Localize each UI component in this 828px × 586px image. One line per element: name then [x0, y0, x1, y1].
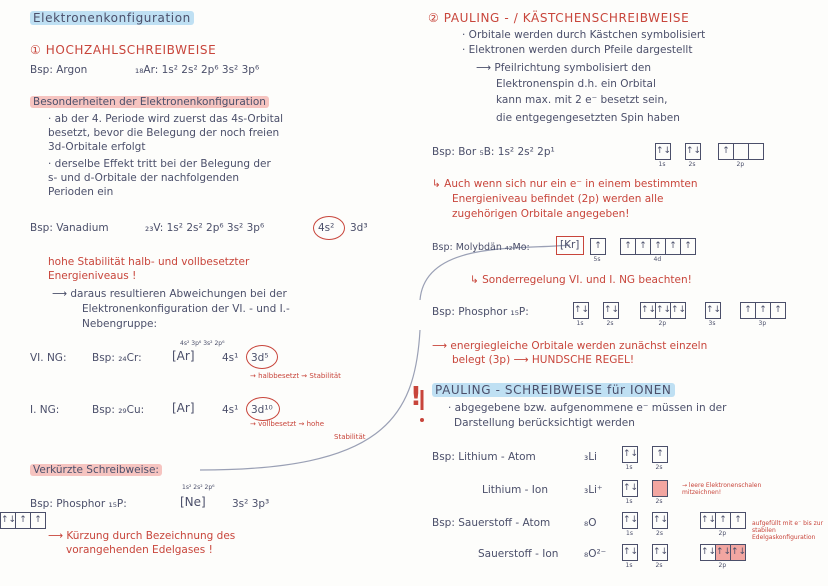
intro-line: ⟶ Pfeilrichtung symbolisiert den: [476, 62, 652, 74]
special-line: Perioden ein: [48, 186, 114, 198]
orbital-label: 1s: [625, 562, 633, 569]
orbital-cell: ↑: [651, 239, 666, 254]
special-line: 3d-Orbitale erfolgt: [48, 141, 146, 153]
orbital-label: 2s: [655, 498, 663, 505]
phosphor-core: [Ne]: [180, 495, 206, 509]
orbital-cell: ↑: [734, 515, 742, 525]
orbital-label: 4d: [653, 256, 662, 263]
intro-line: kann max. mit 2 e⁻ besetzt sein,: [496, 94, 668, 106]
orbital-label: 3s: [708, 320, 716, 327]
orbital-cell: ↑↓: [656, 303, 671, 318]
orbital-label: 2s: [656, 530, 663, 537]
orbital-cell: ↑↓: [686, 146, 702, 156]
phosphor-rest: 3s² 3p³: [232, 498, 270, 510]
orbital-cell: ↑↓: [1, 513, 16, 528]
orbital-cell: ↑↓: [653, 547, 669, 557]
orbital-box-group: [685, 143, 701, 160]
orbital-label: 2s: [655, 464, 663, 471]
cu-note: Stabilität: [334, 433, 366, 441]
special-line: · derselbe Effekt tritt bei der Belegung der: [48, 158, 271, 170]
o-note: aufgefüllt mit e⁻ bis zur stabilen Edelgaskonfiguration: [752, 520, 824, 541]
orbital-cell: ↑↓: [656, 146, 672, 156]
orbital-cell: ↑↓: [623, 515, 639, 525]
orbital-label: 2s: [606, 320, 614, 327]
orbital-label: 1s: [626, 530, 633, 537]
o-ion-symbol: ₈O²⁻: [584, 548, 607, 560]
cr-note: → halbbesetzt ⇝ Stabilität: [250, 372, 341, 380]
orbital-label: 1s: [625, 464, 633, 471]
orbital-cell: ↑↓: [653, 515, 669, 525]
orbital-label: 1s: [625, 498, 633, 505]
short-note: ⟶ Kürzung durch Bezeichnung des: [48, 530, 236, 542]
argon-label: Bsp: Argon: [30, 64, 88, 76]
orbital-cell: ↑↓: [623, 547, 639, 557]
orbital-cell: ↑↓: [641, 303, 656, 318]
stability-line: ⟶ daraus resultieren Abweichungen bei der: [52, 288, 287, 300]
ne-expansion: 1s² 2s² 2p⁶: [182, 484, 215, 491]
li-atom-symbol: ₃Li: [584, 451, 597, 463]
orbital-label: 2s: [655, 562, 663, 569]
heading-verkuerzt: Verkürzte Schreibweise:: [30, 464, 162, 477]
orbital-box-group: [740, 302, 786, 319]
li-note: → leere Elektronenschalen mitzeichnen!: [682, 482, 762, 496]
orbital-cell: ↑↓: [706, 305, 722, 315]
vanadium-label: Bsp: Vanadium: [30, 222, 109, 234]
mo-label: Bsp: Molybdän ₄₂Mo:: [432, 242, 530, 253]
bor-note: Energieniveau befindet (2p) werden alle: [452, 193, 664, 205]
cr-expansion: 4s² 3p⁶ 3s² 2p⁶: [180, 340, 225, 347]
orbital-box-group: [652, 446, 668, 463]
orbital-cell: ↑: [666, 239, 681, 254]
orbital-cell: [749, 144, 763, 159]
orbital-cell: ↑: [774, 305, 782, 315]
argon-formula: ₁₈Ar: 1s² 2s² 2p⁶ 3s² 3p⁶: [135, 64, 260, 76]
special-line: s- und d-Orbitale der nachfolgenden: [48, 172, 239, 184]
orbital-box-group: [622, 544, 638, 561]
orbital-box-group: [622, 512, 638, 529]
orbital-cell: ↑↓: [623, 483, 639, 493]
cu-4s: 4s¹: [222, 404, 239, 416]
orbital-cell: ↑: [716, 513, 731, 528]
orbital-label: 2p: [736, 161, 745, 168]
orbital-box-group: [573, 302, 589, 319]
stability-line: Elektronenkonfiguration der VI. - und I.-: [82, 303, 290, 315]
orbital-label: 1s: [658, 161, 666, 168]
orbital-box-group: [718, 143, 764, 160]
orbital-cell: [734, 144, 749, 159]
cr-3d: 3d⁵: [251, 352, 269, 364]
o-ion-label: Sauerstoff - Ion: [478, 548, 559, 560]
i-ng-label: I. NG:: [30, 404, 60, 416]
orbital-label: 5s: [593, 256, 601, 263]
orbital-box-group: [705, 302, 721, 319]
orbital-box-group: [700, 544, 746, 561]
bor-note: zugehörigen Orbitale angegeben!: [452, 208, 630, 220]
cu-note: → vollbesetzt ⇝ hohe: [250, 420, 325, 428]
ion-intro: · abgegebene bzw. aufgenommene e⁻ müssen in der: [448, 402, 727, 414]
special-line: · ab der 4. Periode wird zuerst das 4s-Orbital: [48, 113, 284, 125]
orbital-label: 2p: [718, 562, 727, 569]
li-ion-symbol: ₃Li⁺: [584, 484, 603, 496]
orbital-label: 1s: [576, 320, 584, 327]
stability-line: Nebengruppe:: [82, 318, 158, 330]
p-note: ⟶ energiegleiche Orbitale werden zunächst einzeln: [432, 340, 708, 352]
orbital-box-group: [603, 302, 619, 319]
orbital-box-group: [700, 512, 746, 529]
orbital-cell: ↑: [621, 239, 636, 254]
orbital-box-group: [622, 480, 638, 497]
orbital-cell: ↑↓: [623, 449, 639, 459]
cu-3d: 3d¹⁰: [251, 404, 273, 416]
ion-intro: Darstellung berücksichtigt werden: [454, 417, 635, 429]
orbital-box-group: [0, 512, 46, 529]
short-note: vorangehenden Edelgases !: [66, 544, 213, 556]
orbital-box-group: [620, 238, 696, 255]
heading-hochzahl: ① HOCHZAHLSCHREIBWEISE: [30, 43, 217, 57]
cu-core: [Ar]: [172, 401, 195, 415]
mo-core: [Kr]: [560, 239, 580, 251]
orbital-cell: ↑↓: [701, 545, 716, 560]
bor-label: Bsp: Bor ₅B: 1s² 2s² 2p¹: [432, 146, 555, 158]
vi-ng-label: VI. NG:: [30, 352, 67, 364]
cr-label: Bsp: ₂₄Cr:: [92, 352, 142, 364]
orbital-cell: ↑: [741, 303, 756, 318]
li-ion-label: Lithium - Ion: [482, 484, 548, 496]
orbital-label: 2s: [688, 161, 696, 168]
orbital-cell: ↑: [719, 144, 734, 159]
heading-besonderheiten: Besonderheiten der Elektronenkonfiguration: [30, 96, 269, 109]
orbital-box-group: [655, 143, 671, 160]
orbital-cell: ↑↓: [731, 545, 745, 560]
heading-ionen: PAULING - SCHREIBWEISE für IONEN: [432, 384, 675, 397]
orbital-box-group: [652, 480, 668, 497]
orbital-label: 2p: [658, 320, 667, 327]
orbital-label: 3p: [758, 320, 767, 327]
orbital-cell: [653, 481, 667, 496]
stability-note: Energieniveaus !: [48, 270, 137, 282]
intro-line: · Elektronen werden durch Pfeile dargestellt: [462, 44, 693, 56]
cr-core: [Ar]: [172, 349, 195, 363]
p-label: Bsp: Phosphor ₁₅P:: [432, 306, 529, 318]
orbital-cell: ↑: [656, 449, 664, 459]
orbital-box-group: [622, 446, 638, 463]
li-atom-label: Bsp: Lithium - Atom: [432, 451, 536, 463]
bor-note: ↳ Auch wenn sich nur ein e⁻ in einem bestimmten: [432, 178, 698, 190]
vanadium-3d: 3d³: [350, 222, 368, 234]
orbital-cell: ↑: [636, 239, 651, 254]
orbital-cell: ↑↓: [671, 305, 687, 315]
orbital-box-group: [652, 512, 668, 529]
orbital-box-group: [640, 302, 686, 319]
orbital-label: 2p: [718, 530, 727, 537]
special-line: besetzt, bevor die Belegung der noch freien: [48, 127, 280, 139]
orbital-cell: ↑↓: [574, 305, 590, 315]
orbital-box-group: [590, 238, 606, 255]
orbital-cell: ↑: [756, 303, 771, 318]
o-atom-symbol: ₈O: [584, 517, 597, 529]
stability-note: hohe Stabilität halb- und vollbesetzter: [48, 256, 250, 268]
cr-4s: 4s¹: [222, 352, 239, 364]
orbital-cell: ↑↓: [701, 513, 716, 528]
orbital-cell: ↑: [594, 241, 602, 251]
cu-label: Bsp: ₂₉Cu:: [92, 404, 145, 416]
vanadium-formula: ₂₃V: 1s² 2s² 2p⁶ 3s² 3p⁶: [145, 222, 265, 234]
orbital-cell: ↑: [16, 513, 31, 528]
heading-pauling: ② PAULING - / KÄSTCHENSCHREIBWEISE: [428, 11, 690, 25]
exclaim-icon: !: [410, 382, 422, 412]
orbital-box-group: [652, 544, 668, 561]
p-note: belegt (3p) ⟶ HUNDSCHE REGEL!: [452, 354, 635, 366]
phosphor-label: Bsp: Phosphor ₁₅P:: [30, 498, 127, 510]
intro-line: die entgegengesetzten Spin haben: [496, 112, 680, 124]
intro-line: · Orbitale werden durch Kästchen symbolisiert: [462, 29, 706, 41]
o-atom-label: Bsp: Sauerstoff - Atom: [432, 517, 551, 529]
intro-line: Elektronenspin d.h. ein Orbital: [496, 78, 656, 90]
orbital-cell: ↑: [684, 241, 692, 251]
page-title: Elektronenkonfiguration: [30, 12, 194, 25]
vanadium-4s: 4s²: [318, 222, 335, 234]
orbital-cell: ↑: [34, 515, 42, 525]
orbital-cell: ↑↓: [716, 545, 731, 560]
orbital-cell: ↑↓: [604, 305, 620, 315]
mo-note: ↳ Sonderregelung VI. und I. NG beachten!: [470, 274, 692, 286]
